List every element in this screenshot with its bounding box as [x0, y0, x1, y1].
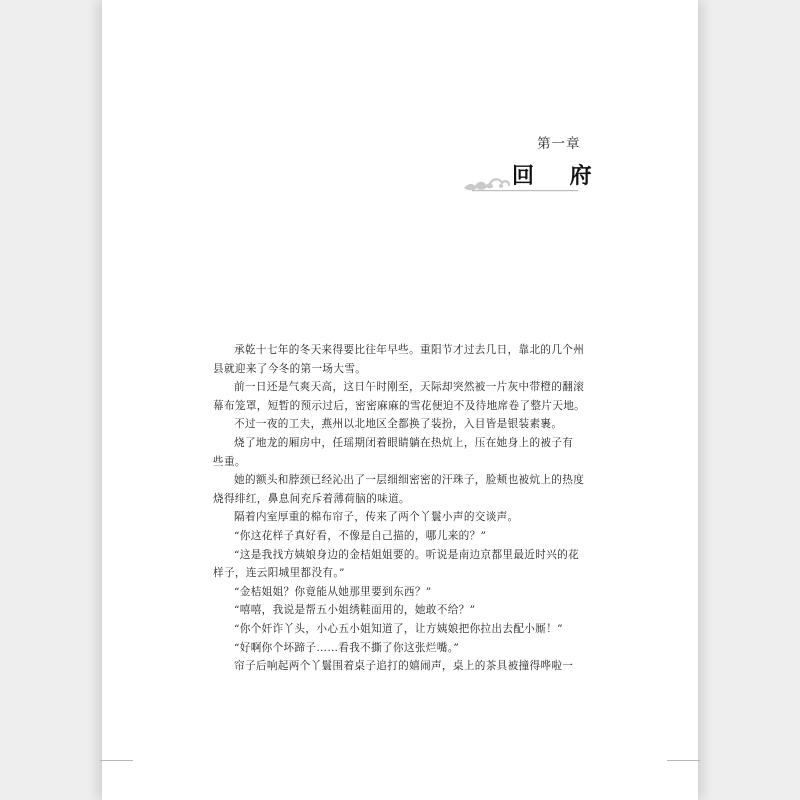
- crop-mark-left: [100, 760, 133, 761]
- text-line: 烧了地龙的厢房中，任瑶期闭着眼睛躺在热炕上，压在她身上的被子有: [234, 436, 574, 449]
- text-line: 她的额头和脖颈已经沁出了一层细细密密的汗珠子，脸颊也被炕上的热度: [234, 474, 585, 487]
- text-line: 幕布笼罩，短暂的预示过后，密密麻麻的雪花便迫不及待地席卷了整片天地。: [213, 399, 586, 412]
- text-line: 前一日还是气爽天高，这日午时刚至，天际却突然被一片灰中带橙的翻滚: [234, 381, 585, 394]
- crop-mark-right: [667, 760, 700, 761]
- text-line: 县就迎来了今冬的第一场大雪。: [213, 362, 367, 375]
- text-line: 些重。: [213, 455, 246, 468]
- text-line: 隔着内室厚重的棉布帘子，传来了两个丫鬟小声的交谈声。: [234, 511, 519, 524]
- text-line: 不过一夜的工夫，燕州以北地区全都换了装扮，入目皆是银装素裹。: [234, 418, 563, 431]
- text-line: 样子，连云阳城里都没有。”: [213, 567, 345, 580]
- chapter-body: [213, 341, 584, 676]
- text-line: “你这花样子真好看，不像是自己描的，哪儿来的？”: [234, 529, 487, 542]
- text-line: 烧得绯红，鼻息间充斥着薄荷脑的味道。: [213, 492, 410, 505]
- chapter-title: 回 府: [512, 163, 606, 189]
- text-line: 帘子后响起两个丫鬟围着桌子追打的嬉闹声，桌上的茶具被撞得哗啦一: [234, 660, 574, 673]
- text-line: “金桔姐姐？你竟能从她那里要到东西？”: [234, 585, 432, 598]
- text-line: “嘻嘻，我说是帮五小姐绣鞋面用的，她敢不给？”: [234, 604, 476, 617]
- text-line: “这是我找方姨娘身边的金桔姐姐要的。听说是南边京都里最近时兴的花: [234, 548, 580, 561]
- text-line: “你个奸诈丫头，小心五小姐知道了，让方姨娘把你拉出去配小厮！”: [234, 622, 563, 635]
- text-line: “好啊你个坏蹄子……看我不撕了你这张烂嘴。”: [234, 641, 460, 654]
- chapter-number: 第一章: [537, 136, 581, 152]
- text-line: 承乾十七年的冬天来得要比往年早些。重阳节才过去几日，靠北的几个州: [234, 344, 585, 356]
